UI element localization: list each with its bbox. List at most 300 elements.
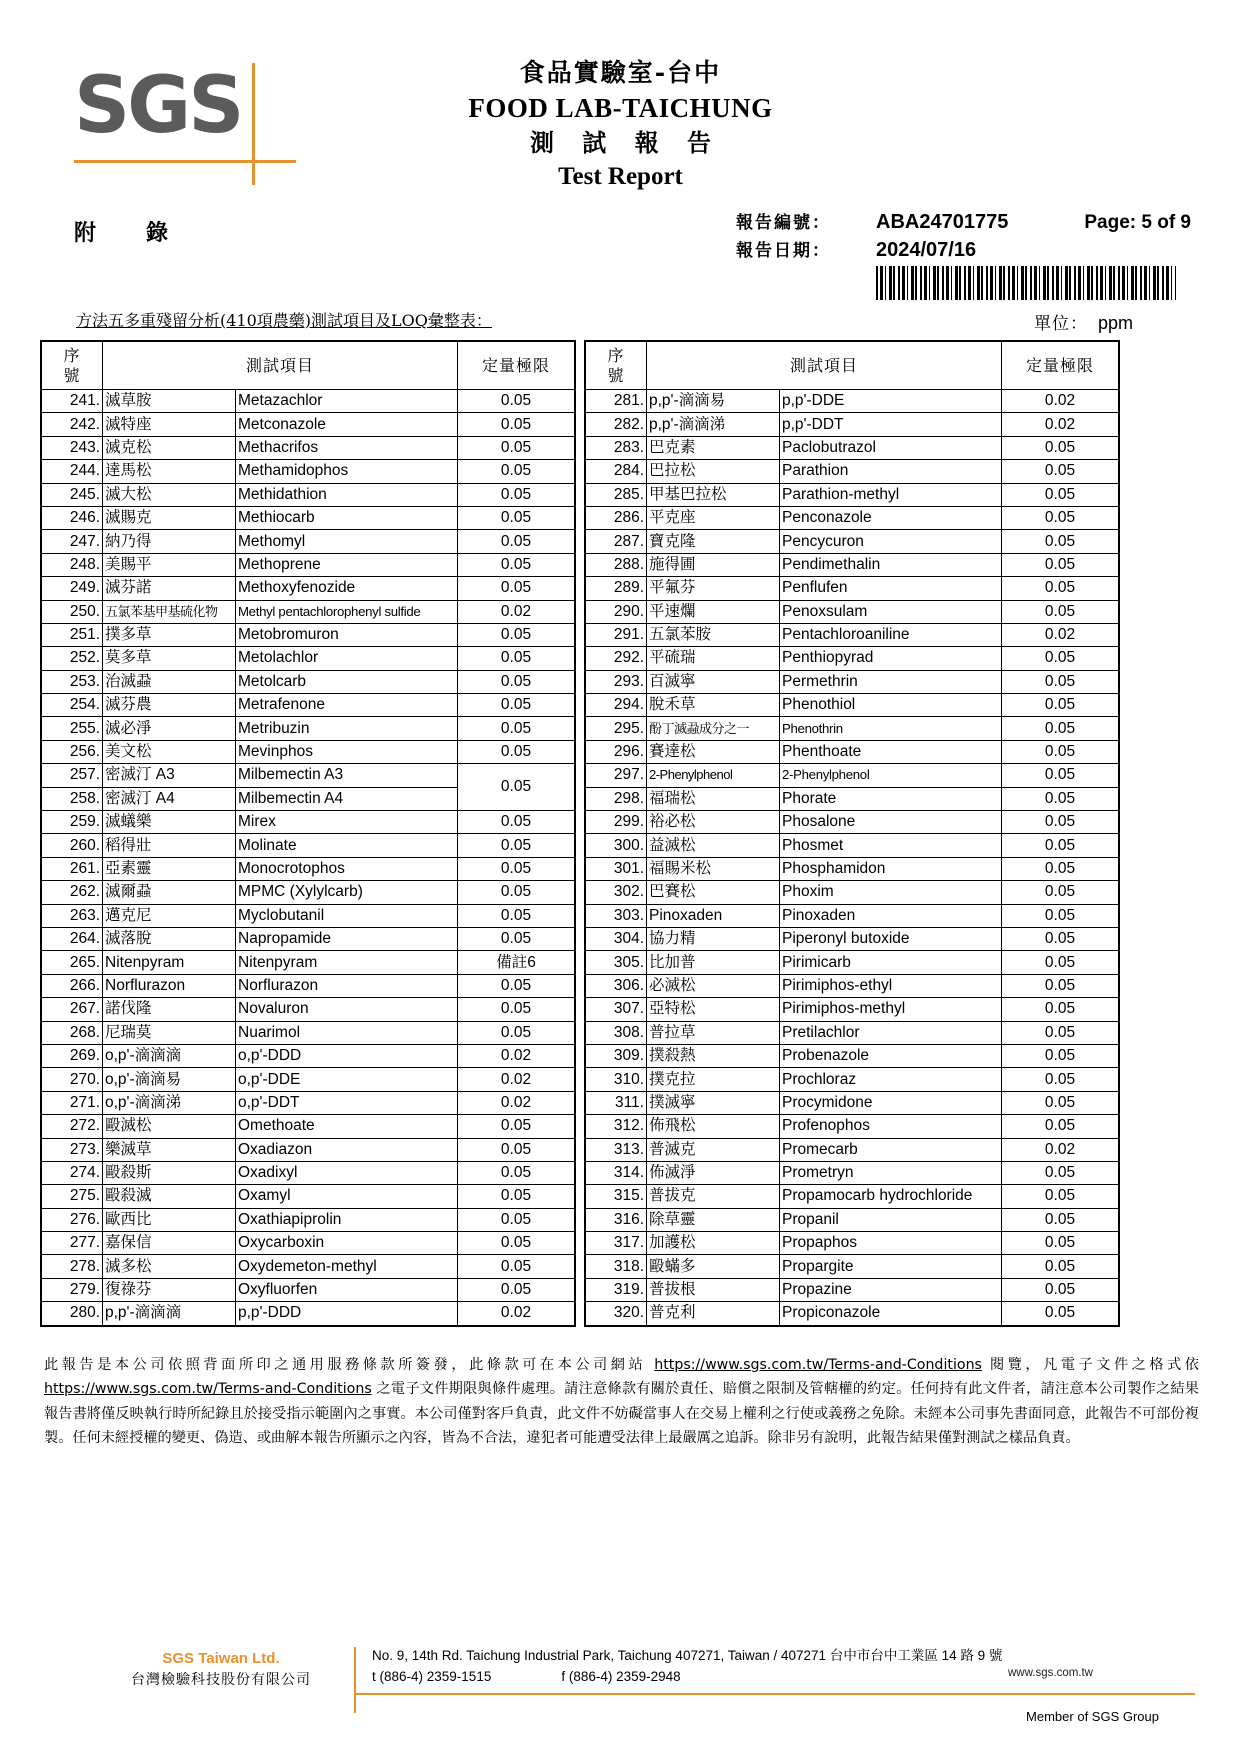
header-seq-left: [41, 341, 103, 390]
cell-sequence-number: 274.: [41, 1161, 103, 1184]
cell-item-name-cn: 比加普: [647, 951, 780, 974]
cell-item-name-cn: 撲克拉: [647, 1068, 780, 1091]
table-row: [41, 717, 575, 740]
cell-item-name-en: 2-Phenylphenol: [780, 764, 1002, 787]
cell-sequence-number: 273.: [41, 1138, 103, 1161]
table-row: [41, 951, 575, 974]
cell-sequence-number: 289.: [585, 577, 647, 600]
table-row: [41, 998, 575, 1021]
table-row: [585, 577, 1119, 600]
cell-item-name-cn: 普滅克: [647, 1138, 780, 1161]
cell-sequence-number: 290.: [585, 600, 647, 623]
cell-item-name-cn: p,p'-滴滴滴: [103, 1302, 236, 1326]
cell-loq-value: 0.05: [1002, 436, 1120, 459]
cell-sequence-number: 285.: [585, 483, 647, 506]
cell-item-name-en: Penflufen: [780, 577, 1002, 600]
cell-item-name-cn: 加護松: [647, 1232, 780, 1255]
cell-loq-value: 0.05: [458, 1208, 576, 1231]
cell-sequence-number: 295.: [585, 717, 647, 740]
cell-loq-value: 0.05: [458, 717, 576, 740]
appendix-label: 附 錄: [74, 220, 183, 246]
cell-loq-value: 0.05: [1002, 530, 1120, 553]
terms-url-1[interactable]: https://www.sgs.com.tw/Terms-and-Conditions: [654, 1356, 982, 1373]
cell-item-name-en: Prometryn: [780, 1161, 1002, 1184]
cell-item-name-en: Propamocarb hydrochloride: [780, 1185, 1002, 1208]
table-row: [41, 1068, 575, 1091]
cell-sequence-number: 313.: [585, 1138, 647, 1161]
cell-sequence-number: 283.: [585, 436, 647, 459]
loq-table-left-body: [41, 390, 575, 1326]
cell-loq-value: 0.05: [1002, 1091, 1120, 1114]
cell-item-name-en: Profenophos: [780, 1115, 1002, 1138]
cell-sequence-number: 256.: [41, 740, 103, 763]
cell-loq-value: 0.02: [458, 600, 576, 623]
cell-item-name-cn: 滅草胺: [103, 390, 236, 413]
table-row: [41, 740, 575, 763]
cell-item-name-en: Parathion-methyl: [780, 483, 1002, 506]
table-row: [585, 1044, 1119, 1067]
cell-loq-value: 0.05: [458, 1232, 576, 1255]
cell-sequence-number: 300.: [585, 834, 647, 857]
cell-item-name-en: Oxydemeton-methyl: [236, 1255, 458, 1278]
cell-item-name-cn: 平硫瑞: [647, 647, 780, 670]
cell-item-name-cn: 滅必淨: [103, 717, 236, 740]
cell-item-name-cn: Norflurazon: [103, 974, 236, 997]
cell-item-name-cn: 撲殺熱: [647, 1044, 780, 1067]
table-row: [41, 904, 575, 927]
cell-item-name-en: Propazine: [780, 1278, 1002, 1301]
cell-item-name-en: Phosalone: [780, 811, 1002, 834]
cell-item-name-en: Oxadixyl: [236, 1161, 458, 1184]
table-row: [585, 553, 1119, 576]
cell-sequence-number: 250.: [41, 600, 103, 623]
table-row: [585, 600, 1119, 623]
cell-item-name-cn: 普拔克: [647, 1185, 780, 1208]
cell-loq-value: 0.05: [458, 1021, 576, 1044]
cell-item-name-en: Monocrotophos: [236, 857, 458, 880]
lab-name-en: FOOD LAB-TAICHUNG: [468, 93, 773, 123]
cell-sequence-number: 310.: [585, 1068, 647, 1091]
cell-sequence-number: 307.: [585, 998, 647, 1021]
cell-item-name-cn: 2-Phenylphenol: [647, 764, 780, 787]
cell-item-name-cn: Nitenpyram: [103, 951, 236, 974]
cell-loq-value: 0.05: [458, 1185, 576, 1208]
table-row: [41, 553, 575, 576]
table-row: [41, 530, 575, 553]
report-barcode: [876, 266, 1176, 300]
cell-item-name-en: Pendimethalin: [780, 553, 1002, 576]
cell-item-name-en: Norflurazon: [236, 974, 458, 997]
cell-sequence-number: 301.: [585, 857, 647, 880]
cell-sequence-number: 299.: [585, 811, 647, 834]
cell-item-name-en: Paclobutrazol: [780, 436, 1002, 459]
cell-item-name-en: o,p'-DDT: [236, 1091, 458, 1114]
table-row: [41, 1278, 575, 1301]
cell-sequence-number: 275.: [41, 1185, 103, 1208]
table-row: [585, 974, 1119, 997]
cell-item-name-en: Methoxyfenozide: [236, 577, 458, 600]
cell-sequence-number: 241.: [41, 390, 103, 413]
cell-loq-value: 0.02: [1002, 1138, 1120, 1161]
table-row: [41, 483, 575, 506]
cell-item-name-cn: 裕必松: [647, 811, 780, 834]
table-row: [585, 1232, 1119, 1255]
loq-tables: [36, 340, 1205, 1327]
cell-item-name-en: Methidathion: [236, 483, 458, 506]
cell-item-name-en: Mevinphos: [236, 740, 458, 763]
cell-loq-value: 0.05: [1002, 998, 1120, 1021]
cell-sequence-number: 278.: [41, 1255, 103, 1278]
cell-item-name-en: Metrafenone: [236, 694, 458, 717]
cell-item-name-en: Methiocarb: [236, 506, 458, 529]
cell-item-name-en: o,p'-DDD: [236, 1044, 458, 1067]
cell-loq-value: 0.05: [1002, 974, 1120, 997]
cell-item-name-en: Metolcarb: [236, 670, 458, 693]
table-row: [585, 1185, 1119, 1208]
cell-sequence-number: 243.: [41, 436, 103, 459]
cell-item-name-en: Pencycuron: [780, 530, 1002, 553]
table-row: [41, 1091, 575, 1114]
cell-sequence-number: 263.: [41, 904, 103, 927]
table-row: [41, 881, 575, 904]
cell-loq-value: 0.05: [458, 460, 576, 483]
cell-loq-value: 0.05: [1002, 787, 1120, 810]
company-website[interactable]: www.sgs.com.tw: [1008, 1667, 1093, 1679]
member-of-sgs-group: Member of SGS Group: [1026, 1709, 1159, 1724]
cell-loq-value: 0.02: [1002, 413, 1120, 436]
cell-loq-value: 0.05: [1002, 764, 1120, 787]
cell-loq-value: 0.05: [458, 483, 576, 506]
cell-item-name-en: Promecarb: [780, 1138, 1002, 1161]
table-row: [585, 1255, 1119, 1278]
cell-item-name-en: Phenothrin: [780, 717, 1002, 740]
table-row: [585, 670, 1119, 693]
table-row: [585, 1278, 1119, 1301]
cell-loq-value: 0.05: [1002, 811, 1120, 834]
cell-item-name-cn: 五氯苯基甲基硫化物: [103, 600, 236, 623]
cell-sequence-number: 312.: [585, 1115, 647, 1138]
cell-item-name-cn: 百滅寧: [647, 670, 780, 693]
header-item-left: 測試項目: [103, 341, 458, 390]
cell-item-name-en: Molinate: [236, 834, 458, 857]
cell-sequence-number: 305.: [585, 951, 647, 974]
table-row: [41, 1138, 575, 1161]
cell-item-name-cn: 復祿芬: [103, 1278, 236, 1301]
table-row: [585, 436, 1119, 459]
table-row: [41, 1255, 575, 1278]
cell-item-name-cn: p,p'-滴滴涕: [647, 413, 780, 436]
footer-divider-horizontal: [354, 1693, 1195, 1695]
cell-sequence-number: 302.: [585, 881, 647, 904]
cell-item-name-cn: 普拔根: [647, 1278, 780, 1301]
disclaimer-part1: 此報告是本公司依照背面所印之通用服務條款所簽發，此條款可在本公司網站: [44, 1356, 655, 1373]
cell-item-name-en: Pirimicarb: [780, 951, 1002, 974]
cell-loq-value: 0.05: [1002, 506, 1120, 529]
cell-item-name-en: Oxadiazon: [236, 1138, 458, 1161]
cell-sequence-number: 284.: [585, 460, 647, 483]
cell-loq-value: 備註6: [458, 951, 576, 974]
cell-sequence-number: 254.: [41, 694, 103, 717]
cell-item-name-cn: 密滅汀 A3: [103, 764, 236, 787]
cell-loq-value: 0.05: [1002, 1185, 1120, 1208]
cell-sequence-number: 258.: [41, 787, 103, 810]
table-row: [585, 413, 1119, 436]
cell-sequence-number: 260.: [41, 834, 103, 857]
cell-item-name-cn: 達馬松: [103, 460, 236, 483]
cell-loq-value: 0.05: [1002, 647, 1120, 670]
cell-sequence-number: 280.: [41, 1302, 103, 1326]
cell-item-name-en: Procymidone: [780, 1091, 1002, 1114]
cell-sequence-number: 291.: [585, 623, 647, 646]
cell-loq-value: 0.05: [458, 577, 576, 600]
table-row: [41, 974, 575, 997]
report-meta-row: [36, 208, 1205, 304]
cell-sequence-number: 259.: [41, 811, 103, 834]
cell-item-name-cn: 尼瑞莫: [103, 1021, 236, 1044]
cell-item-name-en: Penthiopyrad: [780, 647, 1002, 670]
cell-item-name-en: Milbemectin A3: [236, 764, 458, 787]
cell-loq-value: 0.05: [458, 670, 576, 693]
cell-sequence-number: 309.: [585, 1044, 647, 1067]
cell-item-name-en: Napropamide: [236, 927, 458, 950]
cell-loq-value: 0.02: [458, 1091, 576, 1114]
cell-item-name-cn: 毆殺斯: [103, 1161, 236, 1184]
cell-item-name-cn: o,p'-滴滴涕: [103, 1091, 236, 1114]
cell-loq-value: 0.02: [458, 1302, 576, 1326]
cell-item-name-cn: 撲滅寧: [647, 1091, 780, 1114]
table-row: [585, 904, 1119, 927]
cell-loq-value: 0.05: [458, 1278, 576, 1301]
cell-loq-value: 0.02: [458, 1068, 576, 1091]
cell-loq-value: 0.05: [1002, 1068, 1120, 1091]
cell-sequence-number: 306.: [585, 974, 647, 997]
cell-item-name-cn: 平克座: [647, 506, 780, 529]
table-row: [585, 1302, 1119, 1326]
cell-item-name-en: Oxamyl: [236, 1185, 458, 1208]
cell-loq-value: 0.05: [1002, 881, 1120, 904]
cell-item-name-cn: 滅特座: [103, 413, 236, 436]
cell-loq-value: 0.05: [458, 413, 576, 436]
table-row: [41, 390, 575, 413]
cell-loq-value: 0.05: [458, 927, 576, 950]
cell-loq-value: 0.05: [1002, 577, 1120, 600]
cell-sequence-number: 293.: [585, 670, 647, 693]
cell-item-name-en: o,p'-DDE: [236, 1068, 458, 1091]
cell-sequence-number: 272.: [41, 1115, 103, 1138]
cell-loq-value: 0.05: [458, 1255, 576, 1278]
cell-item-name-en: Metribuzin: [236, 717, 458, 740]
table-row: [585, 811, 1119, 834]
table-row: [41, 1232, 575, 1255]
table-row: [41, 857, 575, 880]
cell-sequence-number: 247.: [41, 530, 103, 553]
cell-item-name-en: Methyl pentachlorophenyl sulfide: [236, 600, 458, 623]
cell-item-name-en: Pirimiphos-methyl: [780, 998, 1002, 1021]
cell-item-name-cn: 平氟芬: [647, 577, 780, 600]
cell-sequence-number: 269.: [41, 1044, 103, 1067]
cell-item-name-cn: 滅大松: [103, 483, 236, 506]
table-row: [41, 577, 575, 600]
table-row: [585, 1021, 1119, 1044]
cell-sequence-number: 294.: [585, 694, 647, 717]
table-row: [41, 1161, 575, 1184]
cell-sequence-number: 277.: [41, 1232, 103, 1255]
cell-sequence-number: 264.: [41, 927, 103, 950]
cell-sequence-number: 257.: [41, 764, 103, 787]
cell-sequence-number: 282.: [585, 413, 647, 436]
report-number-value: ABA24701775: [876, 211, 1009, 233]
cell-loq-value: 0.05: [458, 694, 576, 717]
disclaimer-part3: 之電子文件期限與條件處理。請注意條款有關於責任、賠償之限制及管轄權的約定。任何持有此文件者，請注意本公司製作之結果報告書將僅反映執行時所紀錄且於接受指示範圍內之事實。本公司僅對客戶負責，此文件不妨礙當事人在交易上權利之行使或義務之免除。未經本公司事先書面同意，此報告不可部份複製。任何未經授權的變更、偽造、或曲解本報告所顯示之內容，皆為不合法，違犯者可能遭受法律上最嚴厲之追訴。除非另有說明，此報告結果僅對測試之樣品負責。: [44, 1381, 1199, 1447]
cell-item-name-cn: 亞素靈: [103, 857, 236, 880]
cell-item-name-en: Oxathiapiprolin: [236, 1208, 458, 1231]
cell-item-name-cn: 亞特松: [647, 998, 780, 1021]
cell-sequence-number: 262.: [41, 881, 103, 904]
table-row: [41, 834, 575, 857]
cell-item-name-cn: 益滅松: [647, 834, 780, 857]
cell-item-name-cn: 歐西比: [103, 1208, 236, 1231]
cell-item-name-en: Mirex: [236, 811, 458, 834]
loq-table-right: [584, 340, 1120, 1327]
cell-loq-value: 0.05: [1002, 1208, 1120, 1231]
terms-url-2[interactable]: https://www.sgs.com.tw/Terms-and-Conditions: [44, 1381, 372, 1398]
cell-item-name-cn: 毆殺滅: [103, 1185, 236, 1208]
cell-item-name-cn: 莫多草: [103, 647, 236, 670]
cell-item-name-cn: 邁克尼: [103, 904, 236, 927]
cell-loq-value: 0.05: [1002, 1044, 1120, 1067]
cell-item-name-en: Permethrin: [780, 670, 1002, 693]
cell-sequence-number: 298.: [585, 787, 647, 810]
cell-item-name-en: Metazachlor: [236, 390, 458, 413]
doc-title-en: Test Report: [558, 163, 683, 190]
table-row: [41, 1115, 575, 1138]
table-row: [585, 460, 1119, 483]
cell-loq-value: 0.05: [1002, 600, 1120, 623]
cell-loq-value: 0.05: [1002, 951, 1120, 974]
cell-sequence-number: 249.: [41, 577, 103, 600]
lab-name-cn: 食品實驗室-台中: [519, 58, 722, 87]
table-row: [41, 1185, 575, 1208]
cell-item-name-cn: Pinoxaden: [647, 904, 780, 927]
cell-item-name-en: Phenothiol: [780, 694, 1002, 717]
cell-item-name-en: Nitenpyram: [236, 951, 458, 974]
cell-loq-value: 0.05: [1002, 717, 1120, 740]
table-row: [41, 1302, 575, 1326]
cell-item-name-cn: 毆滅松: [103, 1115, 236, 1138]
report-meta-table: [736, 208, 1008, 264]
table-row: [41, 647, 575, 670]
section-subtitle-row: [36, 308, 1205, 338]
table-row: [41, 764, 575, 787]
cell-loq-value: 0.05: [458, 834, 576, 857]
cell-sequence-number: 292.: [585, 647, 647, 670]
cell-item-name-cn: 滅芬農: [103, 694, 236, 717]
cell-item-name-en: Prochloraz: [780, 1068, 1002, 1091]
cell-item-name-en: Phosmet: [780, 834, 1002, 857]
cell-loq-value: 0.05: [458, 740, 576, 763]
cell-item-name-en: Propargite: [780, 1255, 1002, 1278]
cell-sequence-number: 245.: [41, 483, 103, 506]
cell-loq-value: 0.05: [1002, 927, 1120, 950]
cell-item-name-en: p,p'-DDE: [780, 390, 1002, 413]
disclaimer-part2: 閱覽，凡電子文件之格式依: [981, 1356, 1199, 1373]
cell-sequence-number: 281.: [585, 390, 647, 413]
cell-item-name-cn: 必滅松: [647, 974, 780, 997]
table-row: [41, 413, 575, 436]
cell-loq-value: 0.05: [458, 857, 576, 880]
report-date-row: [736, 236, 1008, 264]
cell-item-name-cn: p,p'-滴滴易: [647, 390, 780, 413]
table-row: [585, 1115, 1119, 1138]
cell-loq-value: 0.05: [458, 1138, 576, 1161]
cell-loq-value: 0.05: [458, 811, 576, 834]
cell-item-name-cn: 嘉保信: [103, 1232, 236, 1255]
header-loq-right: 定量極限: [1002, 341, 1120, 390]
cell-item-name-en: Nuarimol: [236, 1021, 458, 1044]
cell-loq-value: 0.05: [1002, 834, 1120, 857]
cell-loq-value: 0.05: [1002, 670, 1120, 693]
cell-item-name-cn: 福賜米松: [647, 857, 780, 880]
cell-sequence-number: 297.: [585, 764, 647, 787]
cell-loq-value: 0.05: [458, 1115, 576, 1138]
table-row: [41, 811, 575, 834]
cell-item-name-en: Pirimiphos-ethyl: [780, 974, 1002, 997]
report-number-label: 報告編號：: [736, 213, 831, 233]
footer-address-block: [36, 1649, 1205, 1741]
cell-loq-value: 0.05: [1002, 553, 1120, 576]
cell-item-name-cn: 毆蟎多: [647, 1255, 780, 1278]
cell-item-name-en: Penoxsulam: [780, 600, 1002, 623]
cell-item-name-cn: 除草靈: [647, 1208, 780, 1231]
cell-item-name-cn: 協力精: [647, 927, 780, 950]
table-row: [585, 951, 1119, 974]
sgs-logo-text: SGS: [74, 61, 242, 151]
cell-sequence-number: 267.: [41, 998, 103, 1021]
cell-loq-value: 0.05: [1002, 1232, 1120, 1255]
cell-item-name-en: Probenazole: [780, 1044, 1002, 1067]
cell-item-name-cn: 普拉草: [647, 1021, 780, 1044]
cell-loq-value: 0.05: [458, 904, 576, 927]
cell-item-name-cn: 普克利: [647, 1302, 780, 1326]
report-title-block: [36, 56, 1205, 194]
table-row: [41, 694, 575, 717]
header-loq-left: 定量極限: [458, 341, 576, 390]
cell-item-name-cn: 諾伐隆: [103, 998, 236, 1021]
cell-item-name-cn: 五氯苯胺: [647, 623, 780, 646]
cell-loq-value: 0.05: [1002, 1255, 1120, 1278]
header-seq-right: [585, 341, 647, 390]
table-row: [585, 927, 1119, 950]
table-row: [585, 1138, 1119, 1161]
cell-item-name-cn: 甲基巴拉松: [647, 483, 780, 506]
table-row: [41, 506, 575, 529]
header-seq-line2: 號: [607, 365, 625, 385]
footer-company: [96, 1649, 346, 1691]
cell-item-name-cn: 脫禾草: [647, 694, 780, 717]
cell-loq-value: 0.05: [1002, 483, 1120, 506]
cell-item-name-en: Phosphamidon: [780, 857, 1002, 880]
cell-item-name-en: Pinoxaden: [780, 904, 1002, 927]
table-row: [585, 390, 1119, 413]
cell-item-name-en: Methacrifos: [236, 436, 458, 459]
cell-sequence-number: 287.: [585, 530, 647, 553]
table-row: [41, 927, 575, 950]
cell-item-name-cn: 佈飛松: [647, 1115, 780, 1138]
table-row: [585, 694, 1119, 717]
table-row: [41, 1208, 575, 1231]
cell-item-name-en: Methamidophos: [236, 460, 458, 483]
cell-item-name-en: Penconazole: [780, 506, 1002, 529]
